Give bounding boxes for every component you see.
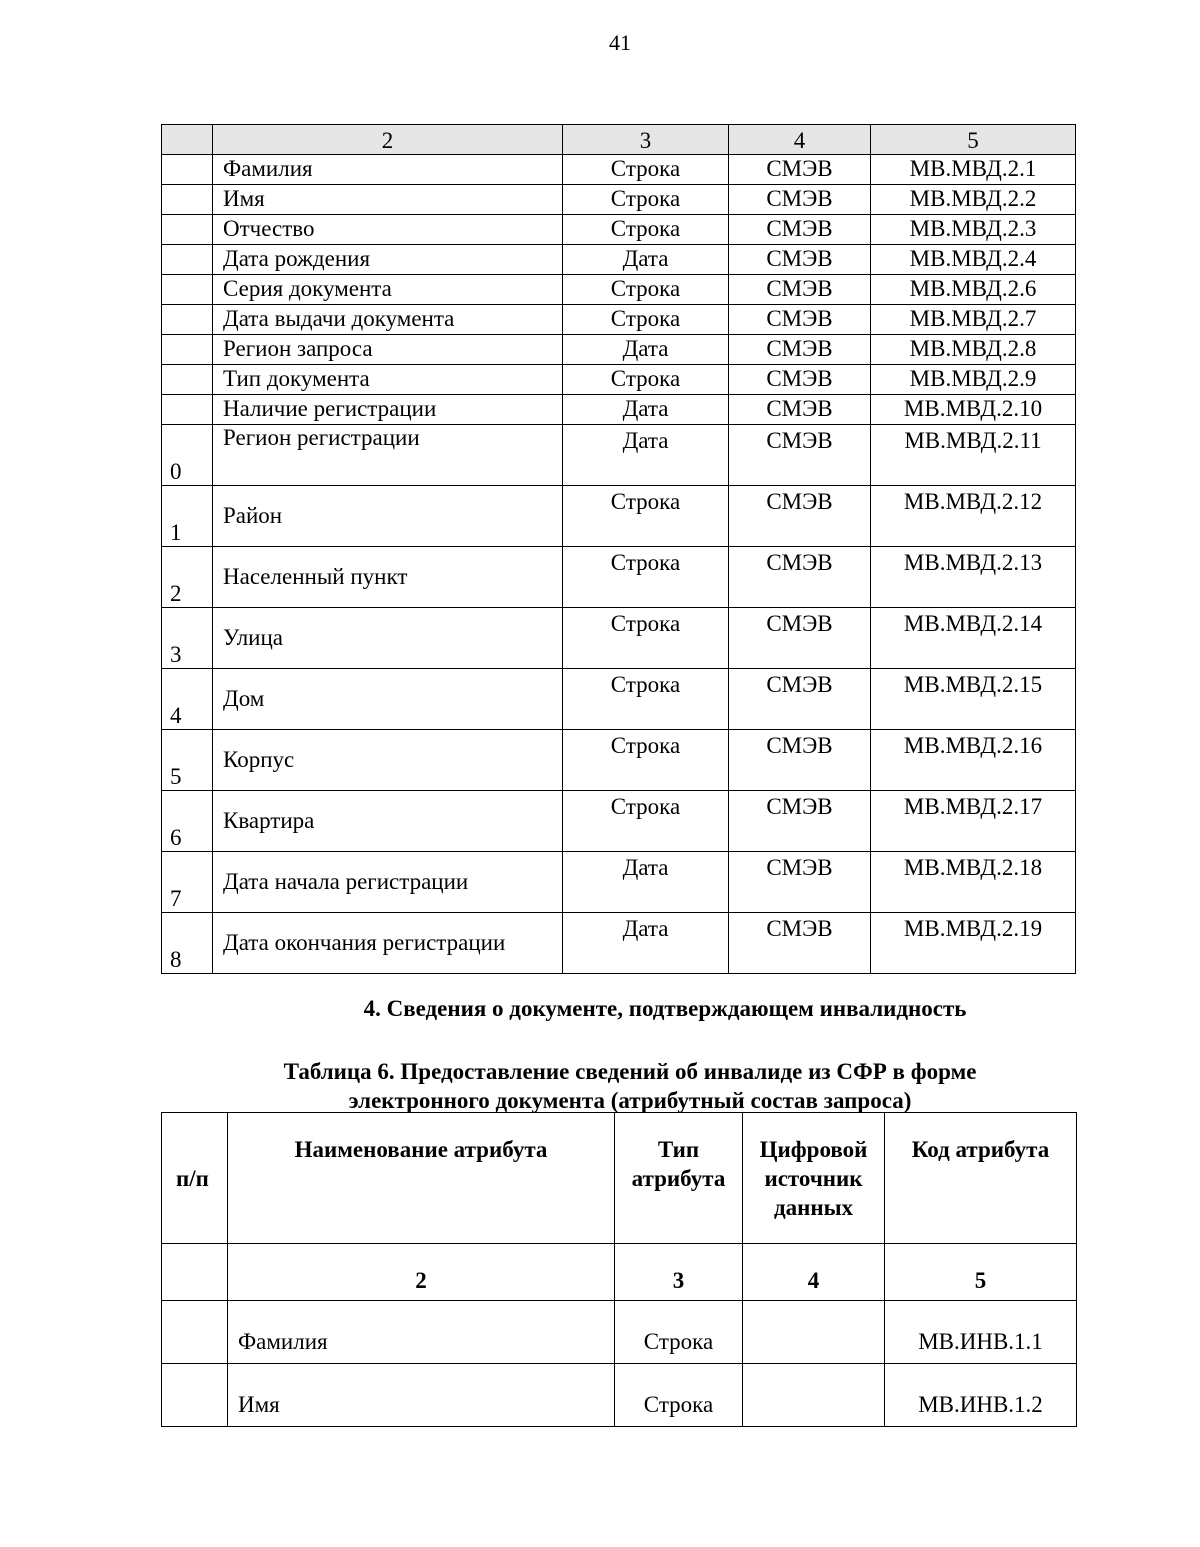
table-cell: Строка: [563, 155, 729, 185]
table-cell: Дом: [213, 669, 563, 730]
header-cell-code: Код атрибута: [885, 1113, 1077, 1244]
table-cell: СМЭВ: [729, 275, 871, 305]
header-source-line1: Цифровой: [759, 1137, 868, 1162]
table-cell: СМЭВ: [729, 245, 871, 275]
header-cell-num: [162, 125, 213, 155]
table-cell: [162, 305, 213, 335]
table-cell: МВ.МВД.2.14: [871, 608, 1076, 669]
table-cell: [162, 1364, 228, 1427]
table-cell: Строка: [563, 275, 729, 305]
table-cell: 8: [162, 913, 213, 974]
header-type-line2: атрибута: [631, 1166, 726, 1191]
table-cell: 7: [162, 852, 213, 913]
table-cell: СМЭВ: [729, 547, 871, 608]
table-cell: СМЭВ: [729, 215, 871, 245]
col-number-4: 4: [743, 1244, 885, 1301]
table-cell: СМЭВ: [729, 365, 871, 395]
table-cell: Фамилия: [228, 1301, 615, 1364]
table-cell: [743, 1301, 885, 1364]
table-row: [162, 275, 1076, 305]
table-row: [162, 608, 1076, 669]
table-cell: 1: [162, 486, 213, 547]
table-cell: СМЭВ: [729, 852, 871, 913]
table-cell: Дата начала регистрации: [213, 852, 563, 913]
table-cell: МВ.МВД.2.16: [871, 730, 1076, 791]
table-cell: Серия документа: [213, 275, 563, 305]
table-cell: СМЭВ: [729, 730, 871, 791]
table-cell: Строка: [563, 791, 729, 852]
table-cell: СМЭВ: [729, 335, 871, 365]
table-cell: СМЭВ: [729, 669, 871, 730]
table-cell: [162, 1301, 228, 1364]
table-row: [162, 852, 1076, 913]
table-cell: Дата выдачи документа: [213, 305, 563, 335]
table-row: [162, 185, 1076, 215]
header-cell-source: 4: [729, 125, 871, 155]
table-cell: Регион регистрации: [213, 425, 563, 486]
table-cell: МВ.МВД.2.3: [871, 215, 1076, 245]
table-cell: Улица: [213, 608, 563, 669]
table-cell: Строка: [563, 305, 729, 335]
table-cell: МВ.МВД.2.10: [871, 395, 1076, 425]
table-row: [162, 791, 1076, 852]
table-cell: Строка: [563, 669, 729, 730]
table-cell: СМЭВ: [729, 913, 871, 974]
header-cell-type: 3: [563, 125, 729, 155]
table-row: [162, 669, 1076, 730]
table-cell: Строка: [615, 1301, 743, 1364]
table-cell: МВ.МВД.2.8: [871, 335, 1076, 365]
table-cell: 3: [162, 608, 213, 669]
table-cell: МВ.МВД.2.17: [871, 791, 1076, 852]
table-body: [162, 1301, 1077, 1427]
table-cell: Строка: [563, 486, 729, 547]
table-cell: 4: [162, 669, 213, 730]
table-cell: СМЭВ: [729, 486, 871, 547]
table-cell: Имя: [213, 185, 563, 215]
table-row: [162, 425, 1076, 486]
attributes-table-mvd: [161, 124, 1076, 974]
table-cell: [162, 275, 213, 305]
table-cell: Дата: [563, 245, 729, 275]
table-row: [162, 730, 1076, 791]
table-cell: [162, 395, 213, 425]
table-header-row: [162, 1113, 1077, 1244]
table-row: [162, 913, 1076, 974]
table-cell: Регион запроса: [213, 335, 563, 365]
table-cell: [162, 245, 213, 275]
header-source-line3: данных: [773, 1195, 854, 1220]
table-cell: СМЭВ: [729, 791, 871, 852]
table-cell: МВ.МВД.2.15: [871, 669, 1076, 730]
header-cell-type: [615, 1113, 743, 1244]
table-cell: 2: [162, 547, 213, 608]
table-cell: МВ.МВД.2.2: [871, 185, 1076, 215]
table-cell: Квартира: [213, 791, 563, 852]
table-row: [162, 335, 1076, 365]
table-cell: 6: [162, 791, 213, 852]
table-cell: МВ.МВД.2.7: [871, 305, 1076, 335]
table-caption-line1: Таблица 6. Предоставление сведений об инвалиде из СФР в форме: [283, 1059, 977, 1084]
table-row: [162, 1301, 1077, 1364]
table-cell: [162, 335, 213, 365]
table-row: [162, 547, 1076, 608]
table-cell: Дата рождения: [213, 245, 563, 275]
table-cell: Строка: [615, 1364, 743, 1427]
header-cell-code: 5: [871, 125, 1076, 155]
col-number-3: 3: [615, 1244, 743, 1301]
table-cell: Строка: [563, 365, 729, 395]
header-cell-name: 2: [213, 125, 563, 155]
table-cell: Фамилия: [213, 155, 563, 185]
table-cell: МВ.ИНВ.1.2: [885, 1364, 1077, 1427]
table-cell: МВ.МВД.2.12: [871, 486, 1076, 547]
table-row: [162, 486, 1076, 547]
table-cell: [162, 185, 213, 215]
table-cell: МВ.МВД.2.13: [871, 547, 1076, 608]
table-cell: Корпус: [213, 730, 563, 791]
table-cell: Тип документа: [213, 365, 563, 395]
table-row: [162, 1364, 1077, 1427]
table-cell: Отчество: [213, 215, 563, 245]
table-row: [162, 215, 1076, 245]
header-cell-source: [743, 1113, 885, 1244]
header-cell-name: Наименование атрибута: [228, 1113, 615, 1244]
table-cell: Населенный пункт: [213, 547, 563, 608]
table-cell: [743, 1364, 885, 1427]
table-caption-line2: электронного документа (атрибутный состав запроса): [348, 1088, 912, 1113]
table-cell: МВ.МВД.2.11: [871, 425, 1076, 486]
table-cell: СМЭВ: [729, 305, 871, 335]
table-cell: СМЭВ: [729, 608, 871, 669]
table-row: [162, 365, 1076, 395]
table-cell: СМЭВ: [729, 185, 871, 215]
table-row: [162, 395, 1076, 425]
table-cell: МВ.МВД.2.1: [871, 155, 1076, 185]
section-heading: 4. Сведения о документе, подтверждающем инвалидность: [363, 996, 967, 1021]
table-cell: [162, 155, 213, 185]
table-row: [162, 305, 1076, 335]
table-cell: СМЭВ: [729, 155, 871, 185]
table-cell: [162, 215, 213, 245]
table-cell: Строка: [563, 215, 729, 245]
table-cell: СМЭВ: [729, 395, 871, 425]
table-caption: [180, 1057, 1080, 1115]
attributes-table-inv: [161, 1112, 1077, 1427]
col-number-1: [162, 1244, 228, 1301]
table-cell: МВ.МВД.2.4: [871, 245, 1076, 275]
table-cell: Дата: [563, 852, 729, 913]
table-cell: 0: [162, 425, 213, 486]
table-cell: СМЭВ: [729, 425, 871, 486]
table-cell: Имя: [228, 1364, 615, 1427]
table-cell: МВ.ИНВ.1.1: [885, 1301, 1077, 1364]
table-cell: МВ.МВД.2.6: [871, 275, 1076, 305]
table-cell: 5: [162, 730, 213, 791]
table-body: [162, 155, 1076, 974]
table-cell: Дата: [563, 425, 729, 486]
header-source-line2: источник: [764, 1166, 863, 1191]
table-header-row: [162, 125, 1076, 155]
col-number-2: 2: [228, 1244, 615, 1301]
table-cell: [162, 365, 213, 395]
table-cell: Строка: [563, 730, 729, 791]
table-cell: Строка: [563, 608, 729, 669]
table-cell: Район: [213, 486, 563, 547]
table-cell: Строка: [563, 185, 729, 215]
table-cell: Строка: [563, 547, 729, 608]
column-numbers-row: [162, 1244, 1077, 1301]
table-cell: МВ.МВД.2.9: [871, 365, 1076, 395]
table-row: [162, 155, 1076, 185]
table-cell: Дата окончания регистрации: [213, 913, 563, 974]
col-number-5: 5: [885, 1244, 1077, 1301]
header-type-line1: Тип: [657, 1137, 700, 1162]
table-row: [162, 245, 1076, 275]
header-cell-pp: п/п: [162, 1113, 228, 1244]
page-number: 41: [609, 30, 631, 55]
table-cell: МВ.МВД.2.18: [871, 852, 1076, 913]
table-cell: МВ.МВД.2.19: [871, 913, 1076, 974]
table-cell: Дата: [563, 335, 729, 365]
table-cell: Наличие регистрации: [213, 395, 563, 425]
table-cell: Дата: [563, 395, 729, 425]
table-cell: Дата: [563, 913, 729, 974]
